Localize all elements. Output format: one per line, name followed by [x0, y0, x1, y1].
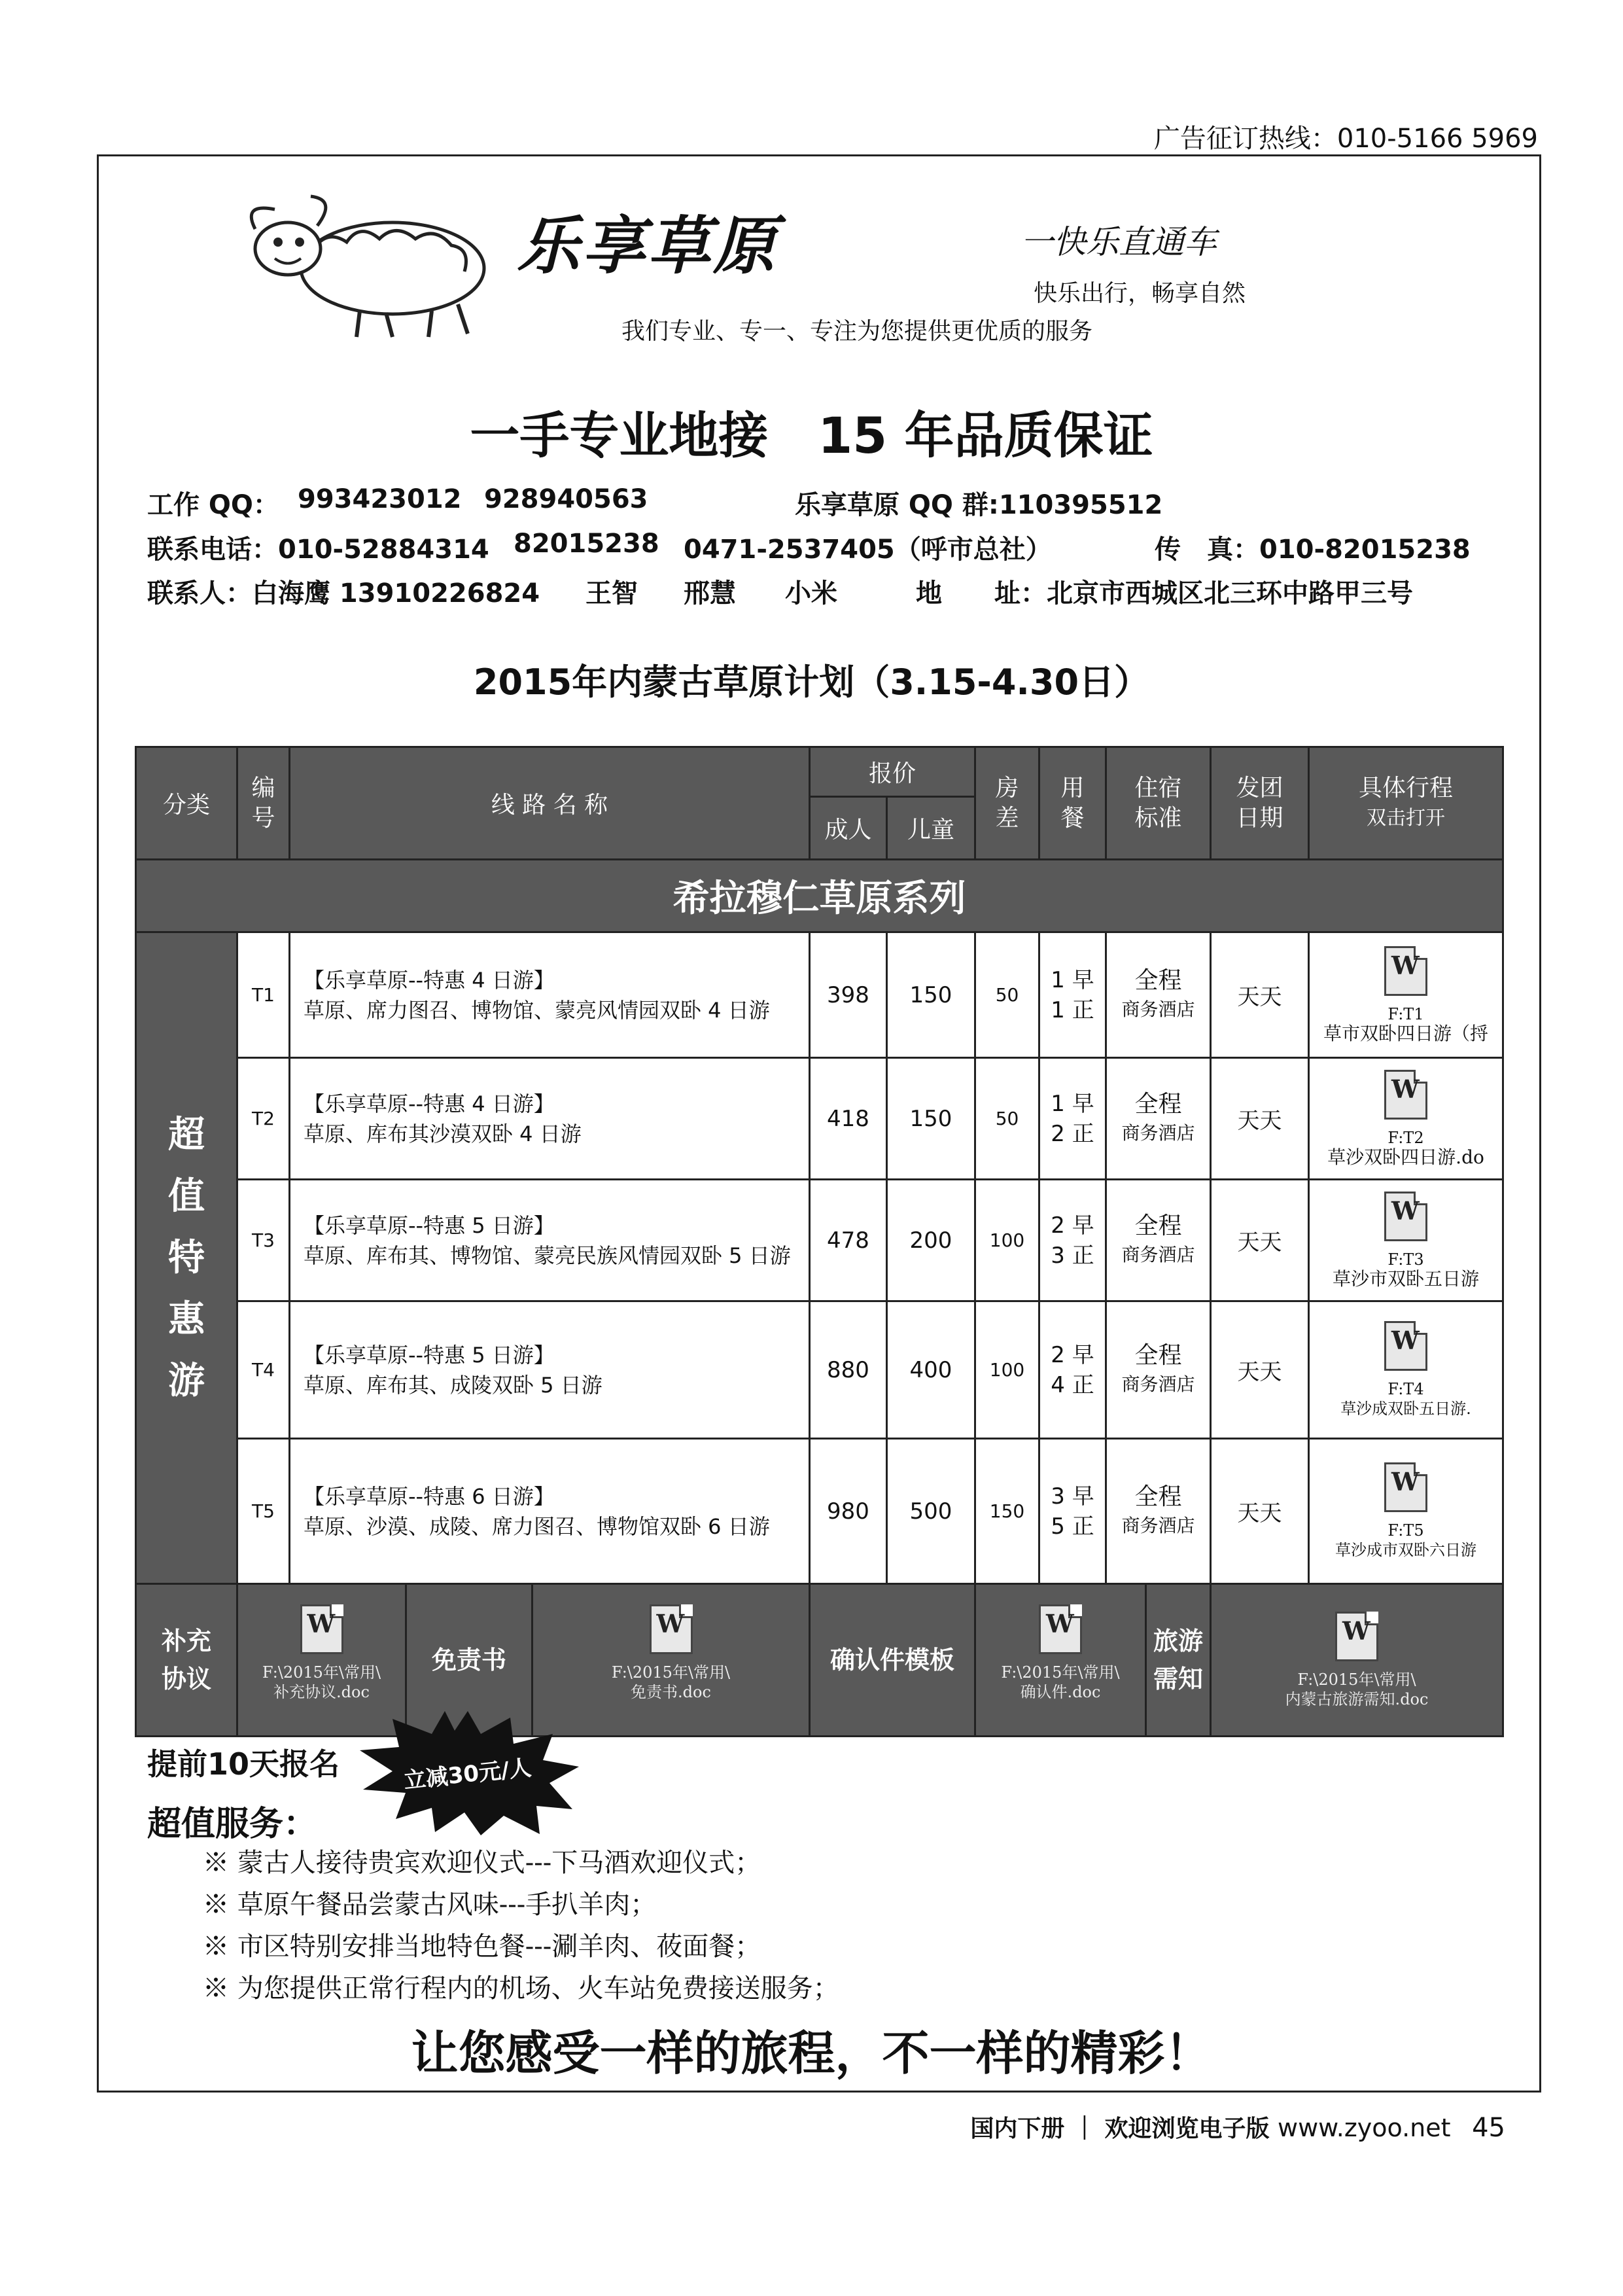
header-itinerary: 具体行程 双击打开	[1309, 747, 1503, 860]
ad-hotline: 广告征订热线：010-5166 5969	[1153, 124, 1538, 154]
contact-person-3: 邢慧	[684, 578, 736, 609]
contact-person-4: 小米	[785, 578, 837, 609]
itinerary-doc-link[interactable]: W F:T4 草沙成双卧五日游.	[1309, 1301, 1503, 1439]
confirm-doc-link[interactable]: W F:\2015年\常用\ 确认件.doc	[976, 1585, 1147, 1735]
word-doc-icon	[1335, 1612, 1378, 1661]
row-date: 天天	[1211, 1439, 1309, 1584]
row-code: T2	[237, 1058, 290, 1180]
row-child-price: 150	[887, 1058, 975, 1180]
supplement-doc-link[interactable]: W F:\2015年\常用\ 补充协议.doc	[238, 1585, 407, 1735]
service-item: ※ 蒙古人接待贵宾欢迎仪式---下马酒欢迎仪式；	[203, 1848, 761, 1878]
row-date: 天天	[1211, 1301, 1309, 1439]
waiver-doc-link[interactable]: W F:\2015年\常用\ 免责书.doc	[533, 1585, 809, 1735]
table-row	[136, 1180, 1503, 1301]
phone-number-2: 82015238	[514, 529, 659, 559]
phone-label: 联系电话：010-52884314	[147, 535, 489, 565]
table-footer-row	[136, 1584, 1503, 1737]
row-hotel: 全程 商务酒店	[1106, 932, 1211, 1058]
plan-title: 2015年内蒙古草原计划（3.15-4.30日）	[473, 662, 1150, 703]
row-route: 【乐享草原--特惠 4 日游】 草原、库布其沙漠双卧 4 日游	[290, 1058, 810, 1180]
brand-title: 乐享草原	[517, 209, 778, 283]
row-meal: 3 早 5 正	[1039, 1439, 1106, 1584]
header-adult: 成人	[810, 797, 887, 860]
header-room-diff: 房 差	[975, 747, 1039, 860]
contact-person-2: 王智	[585, 578, 638, 609]
service-item: ※ 为您提供正常行程内的机场、火车站免费接送服务；	[203, 1973, 839, 2004]
early-booking: 提前10天报名	[147, 1746, 340, 1782]
row-route: 【乐享草原--特惠 5 日游】 草原、库布其、博物馆、蒙亮民族风情园双卧 5 日游	[290, 1180, 810, 1301]
row-adult-price: 398	[810, 932, 887, 1058]
footer-url[interactable]: www.zyoo.net	[1278, 2113, 1451, 2142]
row-code: T1	[237, 932, 290, 1058]
row-child-price: 150	[887, 932, 975, 1058]
row-room-diff: 150	[975, 1439, 1039, 1584]
row-date: 天天	[1211, 932, 1309, 1058]
brand-tagline-1: 快乐出行，畅享自然	[1034, 280, 1246, 307]
word-doc-icon	[1384, 1192, 1427, 1241]
row-code: T5	[237, 1439, 290, 1584]
row-adult-price: 880	[810, 1301, 887, 1439]
row-hotel: 全程 商务酒店	[1106, 1058, 1211, 1180]
service-list	[203, 1842, 839, 2009]
series-title: 希拉穆仁草原系列	[136, 860, 1503, 932]
word-doc-icon	[1384, 1070, 1427, 1120]
header-meal: 用 餐	[1039, 747, 1106, 860]
discount-starburst	[357, 1711, 579, 1835]
sheep-logo-icon	[242, 190, 504, 340]
word-doc-icon	[300, 1604, 343, 1654]
row-route: 【乐享草原--特惠 6 日游】 草原、沙漠、成陵、席力图召、博物馆双卧 6 日游	[290, 1439, 810, 1584]
service-title: 超值服务：	[147, 1805, 318, 1844]
brand-tagline-2: 我们专业、专一、专注为您提供更优质的服务	[621, 318, 1093, 345]
word-doc-icon	[1384, 1462, 1427, 1512]
row-meal: 2 早 4 正	[1039, 1301, 1106, 1439]
header-category: 分类	[136, 747, 237, 860]
row-hotel: 全程 商务酒店	[1106, 1439, 1211, 1584]
header-code: 编 号	[237, 747, 290, 860]
row-code: T4	[237, 1301, 290, 1439]
qq-group: 乐享草原 QQ 群:110395512	[795, 490, 1163, 520]
notice-doc-link[interactable]: W F:\2015年\常用\ 内蒙古旅游需知.doc	[1211, 1584, 1503, 1737]
row-hotel: 全程 商务酒店	[1106, 1301, 1211, 1439]
word-doc-icon	[1039, 1604, 1082, 1654]
page-footer	[970, 2110, 1505, 2144]
page-number: 45	[1472, 2113, 1505, 2143]
fax-number: 传 真：010-82015238	[1155, 535, 1471, 565]
table-row	[136, 1301, 1503, 1439]
waiver-label: 免责书	[407, 1585, 533, 1735]
row-room-diff: 50	[975, 1058, 1039, 1180]
service-item: ※ 草原午餐品尝蒙古风味---手扒羊肉；	[203, 1890, 657, 1920]
qq-number-2: 928940563	[484, 484, 648, 514]
word-doc-icon	[1384, 946, 1427, 996]
row-child-price: 500	[887, 1439, 975, 1584]
table-row	[136, 1439, 1503, 1584]
row-room-diff: 50	[975, 932, 1039, 1058]
row-room-diff: 100	[975, 1180, 1039, 1301]
itinerary-doc-link[interactable]: W F:T3 草沙市双卧五日游	[1309, 1180, 1503, 1301]
itinerary-doc-link[interactable]: W F:T1 草市双卧四日游（捋	[1309, 932, 1503, 1058]
itinerary-doc-link[interactable]: W F:T2 草沙双卧四日游.do	[1309, 1058, 1503, 1180]
row-meal: 2 早 3 正	[1039, 1180, 1106, 1301]
header-date: 发团 日期	[1211, 747, 1309, 860]
travel-notice-label: 旅游 需知	[1153, 1627, 1204, 1693]
row-child-price: 200	[887, 1180, 975, 1301]
address: 地 址：北京市西城区北三环中路甲三号	[916, 578, 1413, 609]
tour-table	[135, 746, 1504, 1737]
row-code: T3	[237, 1180, 290, 1301]
confirm-template-label: 确认件模板	[810, 1584, 975, 1737]
row-date: 天天	[1211, 1180, 1309, 1301]
row-child-price: 400	[887, 1301, 975, 1439]
row-route: 【乐享草原--特惠 4 日游】 草原、席力图召、博物馆、蒙亮风情园双卧 4 日游	[290, 932, 810, 1058]
table-row	[136, 932, 1503, 1058]
row-adult-price: 980	[810, 1439, 887, 1584]
table-row	[136, 1058, 1503, 1180]
category-label: 超 值 特 惠 游	[136, 932, 237, 1584]
row-meal: 1 早 1 正	[1039, 932, 1106, 1058]
service-item: ※ 市区特别安排当地特色餐---涮羊肉、莜面餐；	[203, 1932, 761, 1962]
header-child: 儿童	[887, 797, 975, 860]
contact-person-1: 联系人：白海鹰 13910226824	[147, 578, 540, 609]
footer-text: 国内下册 ｜ 欢迎浏览电子版	[970, 2115, 1270, 2142]
slogan: 让您感受一样的旅程，不一样的精彩！	[411, 2025, 1212, 2081]
row-meal: 1 早 2 正	[1039, 1058, 1106, 1180]
word-doc-icon	[1384, 1321, 1427, 1371]
supplement-label: 补充 协议	[136, 1584, 237, 1737]
itinerary-doc-link[interactable]: W F:T5 草沙成市双卧六日游	[1309, 1439, 1503, 1584]
brand-subtitle: 一快乐直通车	[1021, 223, 1217, 261]
discount-text: 立减30元/人	[402, 1754, 533, 1795]
header-price: 报价	[810, 747, 975, 797]
word-doc-icon	[650, 1604, 693, 1654]
headline: 一手专业地接 15 年品质保证	[470, 406, 1153, 465]
phone-number-3: 0471-2537405（呼市总社）	[684, 535, 1052, 565]
qq-label: 工作 QQ：	[147, 490, 279, 520]
row-hotel: 全程 商务酒店	[1106, 1180, 1211, 1301]
footer-docs-b	[975, 1584, 1211, 1737]
row-adult-price: 418	[810, 1058, 887, 1180]
header-route: 线 路 名 称	[290, 747, 810, 860]
qq-number-1: 993423012	[298, 484, 462, 514]
row-route: 【乐享草原--特惠 5 日游】 草原、库布其、成陵双卧 5 日游	[290, 1301, 810, 1439]
row-date: 天天	[1211, 1058, 1309, 1180]
row-room-diff: 100	[975, 1301, 1039, 1439]
header-hotel: 住宿 标准	[1106, 747, 1211, 860]
row-adult-price: 478	[810, 1180, 887, 1301]
